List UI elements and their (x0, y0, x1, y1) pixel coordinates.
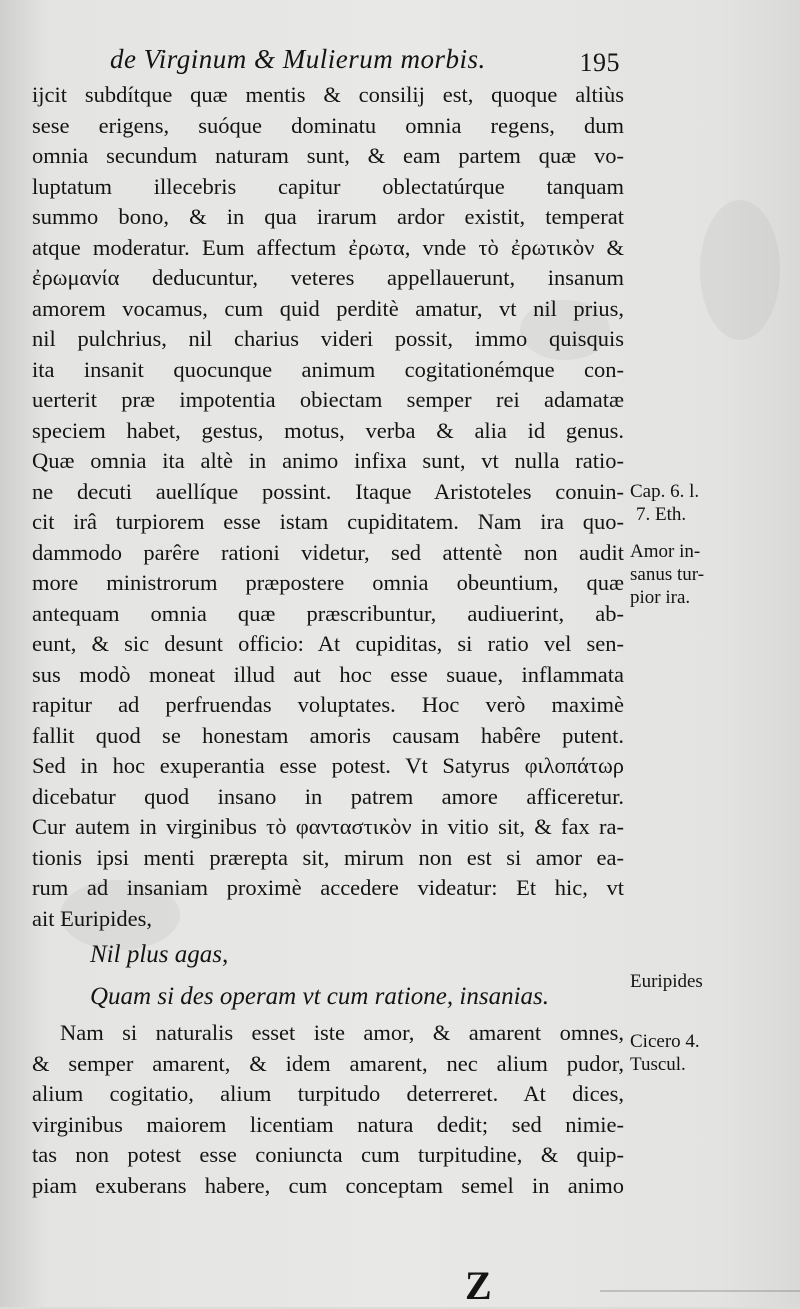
text-line: ne decuti auellíque possint. Itaque Aristoteles conuin- (32, 478, 624, 504)
text-line: amorem vocamus, cum quid perditè amatur, vt nil prius, (32, 295, 624, 321)
text-line: more ministrorum præpostere omnia obeuntium, quæ (32, 570, 624, 595)
text-line: dammodo parêre rationi videtur, sed attentè non audit (32, 539, 624, 565)
text-line: fallit quod se honestam amoris causam habêre putent. (32, 722, 624, 748)
verse-line: Nil plus agas, (90, 941, 229, 968)
text-line: nil pulchrius, nil charius videri possit, immo quisquis (32, 326, 624, 351)
page-number: 195 (579, 48, 620, 77)
margin-note-line: pior ira. (630, 587, 691, 608)
margin-note-line: Tuscul. (630, 1054, 686, 1075)
margin-note-euripides: Euripides (630, 971, 703, 992)
text-line: ita insanit quocunque animum cogitationémque con- (32, 356, 624, 382)
margin-note-amor (630, 540, 790, 609)
paper-stain (700, 200, 780, 340)
text-line: Cur autem in virginibus τὸ φανταστικὸν in vitio sit, & fax ra- (32, 814, 624, 839)
text-line: tionis ipsi menti prærepta sit, mirum non est si amor ea- (32, 844, 624, 870)
text-line: ait Euripides, (32, 905, 152, 931)
margin-note-cap (630, 480, 790, 526)
text-line: piam exuberans habere, cum conceptam semel in animo (32, 1172, 624, 1198)
text-line: sus modò moneat illud aut hoc esse suaue, inflammata (32, 661, 624, 687)
text-line: omnia secundum naturam sunt, & eam partem quæ vo- (32, 143, 624, 168)
text-line: Nam si naturalis esset iste amor, & amarent omnes, (60, 1020, 624, 1045)
main-text (32, 80, 624, 1201)
text-line: Sed in hoc exuperantia esse potest. Vt Satyrus φιλοπάτωρ (32, 753, 624, 778)
text-line: luptatum illecebris capitur oblectatúrque tanquam (32, 173, 624, 199)
running-header (110, 42, 620, 82)
text-line: summo bono, & in qua irarum ardor existit, temperat (32, 204, 624, 229)
text-line: dicebatur quod insano in patrem amore afficeretur. (32, 783, 624, 809)
text-line: uerterit præ impotentia obiectam semper rei adamatæ (32, 387, 624, 412)
text-line: ἐρωμανία deducuntur, veteres appellauerunt, insanum (32, 265, 624, 290)
show-through-line (600, 1290, 800, 1292)
margin-note-line: Amor in- (630, 541, 701, 562)
text-line: rum ad insaniam proximè accedere videatur: Et hic, vt (32, 875, 624, 900)
text-line: sese erigens, suóque dominatu omnia regens, dum (32, 112, 624, 138)
text-line: alium cogitatio, alium turpitudo deterreret. At dices, (32, 1081, 624, 1106)
text-line: Quæ omnia ita altè in animo infixa sunt, vt nulla ratio- (32, 448, 624, 473)
running-title: de Virginum & Mulierum morbis. (110, 44, 486, 74)
text-line: speciem habet, gestus, motus, verba & alia id genus. (32, 417, 624, 443)
margin-note-line: Cicero 4. (630, 1031, 700, 1052)
text-line: antequam omnia quæ præscribuntur, audiuerint, ab- (32, 600, 624, 626)
text-line: atque moderatur. Eum affectum ἐρωτα, vnde τὸ ἐρωτικὸν & (32, 234, 624, 260)
margin-note-line: Cap. 6. l. (630, 481, 700, 502)
text-line: virginibus maiorem licentiam natura dedit; sed nimie- (32, 1111, 624, 1137)
signature-mark: Z (465, 1263, 492, 1308)
margin-note-cicero (630, 1030, 790, 1076)
verse-line: Quam si des operam vt cum ratione, insanias. (90, 983, 549, 1010)
text-line: tas non potest esse coniuncta cum turpitudine, & quip- (32, 1142, 624, 1167)
margin-note-line: 7. Eth. (636, 504, 687, 525)
margin-note-line: sanus tur- (630, 564, 705, 585)
text-line: eunt, & sic desunt officio: At cupiditas, si ratio vel sen- (32, 631, 624, 656)
text-line: & semper amarent, & idem amarent, nec alium pudor, (32, 1050, 624, 1076)
text-line: cit irâ turpiorem esse istam cupiditatem. Nam ira quo- (32, 509, 624, 534)
text-line: rapitur ad perfruendas voluptates. Hoc verò maximè (32, 692, 624, 717)
text-line: ijcit subdítque quæ mentis & consilij est, quoque altiùs (32, 82, 624, 107)
